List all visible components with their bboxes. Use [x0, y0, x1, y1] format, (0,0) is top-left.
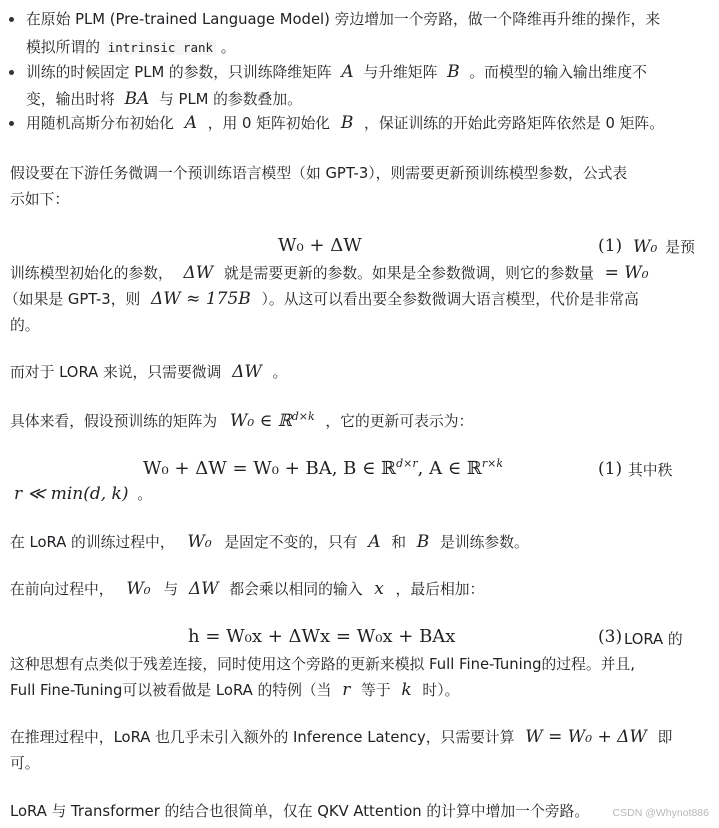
math-r: r: [342, 680, 351, 700]
text: 与: [163, 581, 179, 598]
math-superscript: r×k: [481, 457, 503, 470]
text: 在 LoRA 的训练过程中，: [10, 534, 175, 551]
math-175B: ΔW ≈ 175B: [151, 289, 251, 309]
math-delta-W: ΔW: [183, 263, 214, 283]
math-W0-in-R: W₀ ∈ ℝ: [229, 411, 292, 431]
equation-1-tail: [633, 236, 695, 257]
para-8-line-2: [10, 679, 459, 700]
math-x: x: [374, 579, 384, 599]
text: 时）。: [422, 682, 460, 699]
text: 模拟所谓的: [26, 39, 100, 56]
para-9-line-1: [10, 726, 672, 747]
math-B: B: [340, 113, 354, 133]
text: 而对于 LORA 来说，只需要微调: [10, 364, 222, 381]
math-A: A: [184, 113, 197, 133]
text: 训练的时候固定 PLM 的参数，只训练降维矩阵: [26, 64, 332, 81]
text: 。: [137, 486, 153, 503]
equation-2-tail: 其中秩: [628, 462, 673, 479]
equation-2-number: (1): [598, 459, 623, 479]
text: 。: [272, 364, 288, 381]
text: ，最后相加：: [395, 581, 485, 598]
para-2-line-1: [10, 262, 649, 283]
text: 即: [657, 729, 673, 746]
text: ，保证训练的开始此旁路矩阵依然是 0 矩阵。: [364, 115, 665, 132]
inline-code: intrinsic rank: [105, 40, 216, 55]
math-delta-W: ΔW: [188, 579, 219, 599]
text: ）。从这可以看出要全参数微调大语言模型，代价是非常高: [261, 291, 639, 308]
bullet-dot: [9, 70, 14, 75]
bullet-dot: [9, 17, 14, 22]
equation-2: [143, 457, 503, 479]
bullet-dot: [9, 121, 14, 126]
math-A: A: [368, 532, 381, 552]
text: 与升维矩阵: [363, 64, 438, 81]
text: ，用 0 矩阵初始化: [207, 115, 331, 132]
text: 在前向过程中，: [10, 581, 114, 598]
math-W-sum: W = W₀ + ΔW: [525, 727, 647, 747]
para-2-line-2: [4, 288, 639, 309]
text: 和: [391, 534, 407, 551]
text: 变，输出时将: [26, 91, 115, 108]
para-7: [10, 578, 484, 599]
equation-1: W₀ + ΔW: [278, 235, 362, 256]
math-superscript: d×k: [291, 410, 315, 424]
text: 与 PLM 的参数叠加。: [159, 91, 302, 108]
text: 是预: [665, 239, 695, 256]
para-8-line-1: 这种思想有点类似于残差连接，同时使用这个旁路的更新来模拟 Full Fine-Tuning的过程。并且,: [10, 656, 635, 673]
text: 是训练参数。: [440, 534, 529, 551]
text: 在推理过程中，LoRA 也几乎未引入额外的 Inference Latency，只需要计算: [10, 729, 515, 746]
math-A: A: [341, 62, 354, 82]
watermark: CSDN @Whynot886: [612, 807, 709, 819]
math-BA: BA: [124, 89, 150, 109]
math-W0: W₀: [633, 237, 658, 257]
bullet-2-line-2: [26, 88, 302, 109]
math-B: B: [416, 532, 430, 552]
math-k: k: [401, 680, 412, 700]
bullet-1-line-1: 在原始 PLM (Pre-trained Language Model) 旁边增加一个旁路，做一个降维再升维的操作，来: [26, 11, 661, 28]
math-rank-condition: r ≪ min(d, k): [14, 484, 129, 504]
text: 训练模型初始化的参数，: [10, 265, 173, 282]
equation-3-number: (3): [598, 627, 623, 647]
text: Full Fine-Tuning可以被看做是 LoRA 的特例（当: [10, 682, 332, 699]
text: 。: [220, 39, 236, 56]
para-1-line-2: 示如下：: [10, 191, 70, 208]
math-eq-part: , A ∈ ℝ: [417, 458, 482, 479]
text: ，它的更新可表示为：: [325, 413, 474, 430]
equation-1-number: (1): [598, 236, 623, 256]
math-delta-W: ΔW: [232, 362, 262, 382]
math-W0: W₀: [126, 579, 151, 599]
text: 都会乘以相同的输入: [229, 581, 363, 598]
equation-3-tail: LORA 的: [624, 631, 683, 648]
para-10: LoRA 与 Transformer 的结合也很简单，仅在 QKV Attention 的计算中增加一个旁路。: [10, 803, 590, 820]
text: 是固定不变的，只有: [224, 534, 358, 551]
bullet-2-line-1: [26, 61, 647, 82]
math-superscript: d×r: [396, 457, 418, 470]
math-W0: W₀: [187, 532, 212, 552]
para-5: [14, 483, 152, 504]
para-4: [10, 410, 473, 431]
bullet-1-line-2: [26, 36, 236, 57]
para-9-line-2: 可。: [10, 755, 40, 772]
math-eq-part: W₀ + ΔW = W₀ + BA, B ∈ ℝ: [143, 458, 397, 479]
text: 等于: [361, 682, 391, 699]
text: 就是需要更新的参数。如果是全参数微调，则它的参数量: [223, 265, 594, 282]
para-1-line-1: 假设要在下游任务微调一个预训练语言模型（如 GPT-3），则需要更新预训练模型参数，公式表: [10, 165, 628, 182]
bullet-3-line-1: [26, 112, 664, 133]
para-2-line-3: 的。: [10, 317, 40, 334]
text: 。而模型的输入输出维度不: [469, 64, 647, 81]
text: （如果是 GPT-3，则: [4, 291, 141, 308]
math-eq-W0: = W₀: [604, 263, 649, 283]
para-3: [10, 361, 287, 382]
math-B: B: [447, 62, 460, 82]
text: 用随机高斯分布初始化: [26, 115, 174, 132]
text: 具体来看，假设预训练的矩阵为: [10, 413, 218, 430]
para-6: [10, 531, 529, 552]
equation-3: h = W₀x + ΔWx = W₀x + BAx: [188, 626, 456, 647]
